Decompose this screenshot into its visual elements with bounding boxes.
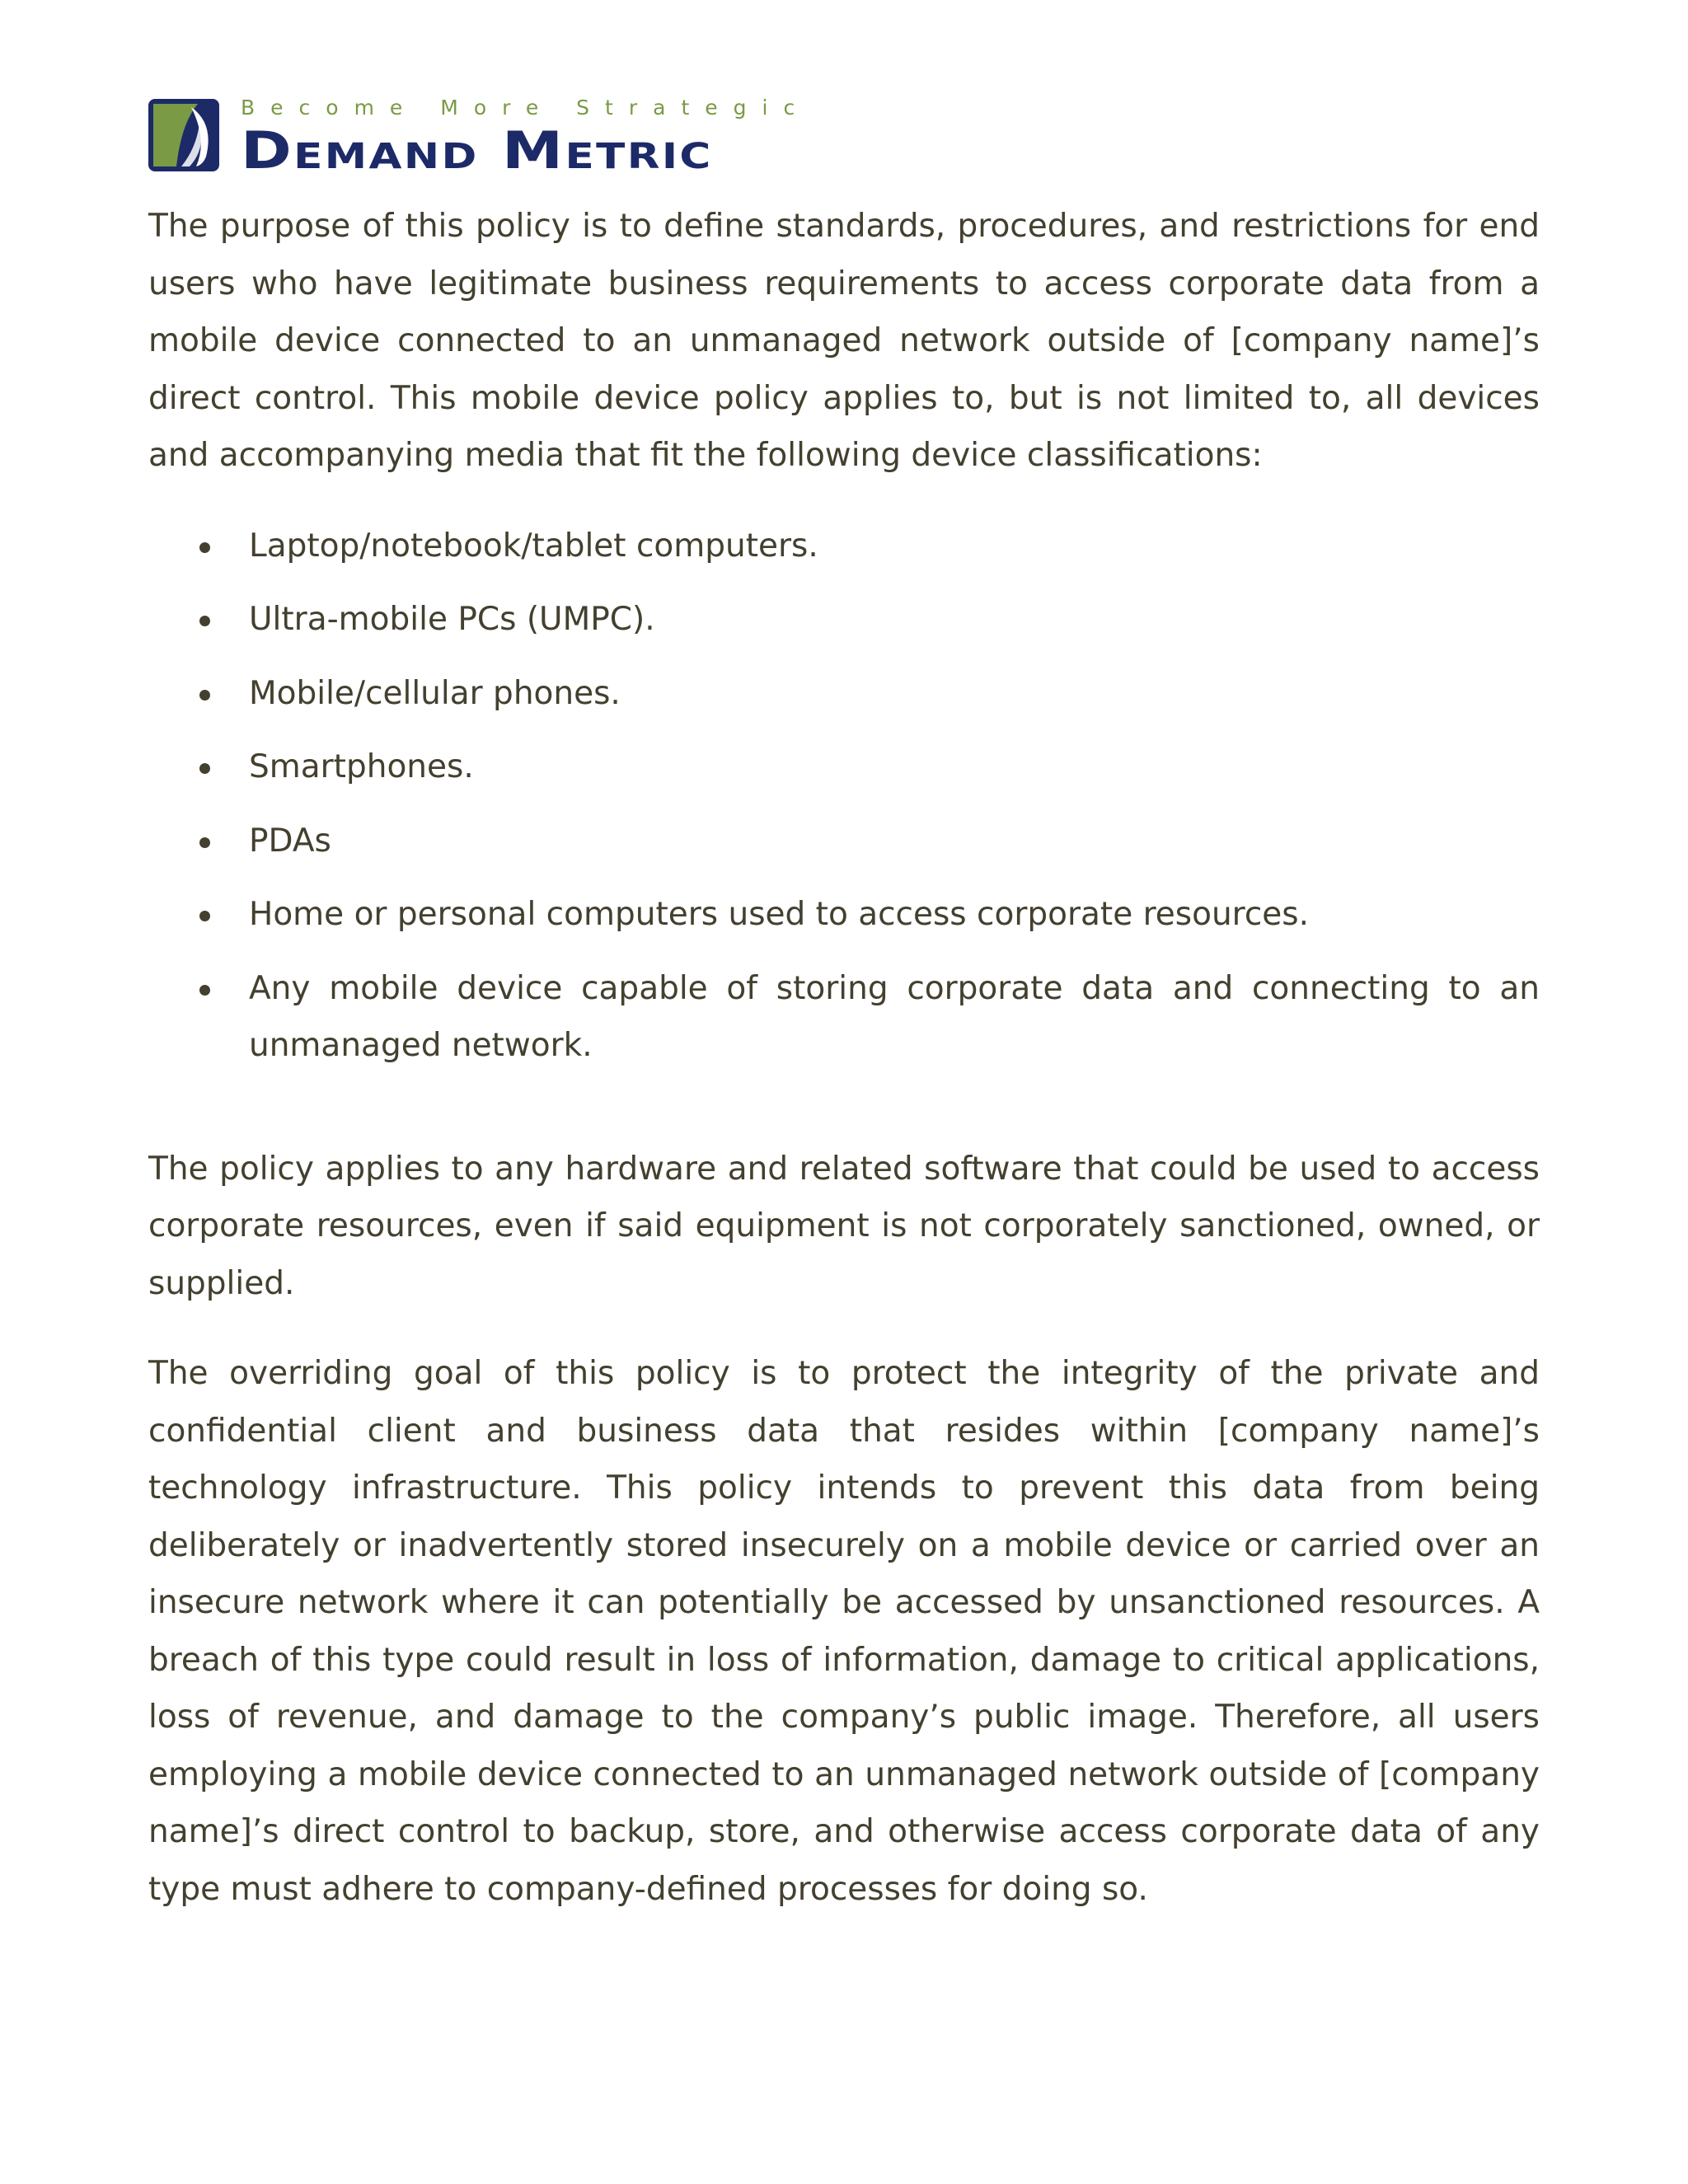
list-item	[148, 738, 1540, 796]
bullet-icon	[199, 542, 210, 553]
bullet-icon	[199, 763, 210, 774]
bullet-icon	[199, 985, 210, 996]
demand-metric-logo-icon	[148, 99, 219, 171]
list-item-text: Home or personal computers used to access corporate resources.	[249, 896, 1309, 933]
list-item-text: PDAs	[249, 822, 331, 860]
list-item	[148, 813, 1540, 870]
bullet-icon	[199, 616, 210, 626]
scope-paragraph: The policy applies to any hardware and related software that could be used to access corporate resources, even if said equipment is not corporately sanctioned, owned, or supplied.	[148, 1150, 1540, 1302]
list-item	[148, 665, 1540, 723]
list-item-text: Laptop/notebook/tablet computers.	[249, 527, 818, 565]
list-item-text: Any mobile device capable of storing corporate data and connecting to an unmanaged network.	[249, 969, 1540, 1064]
logo-name: Demand Metric	[241, 120, 713, 180]
bullet-icon	[199, 911, 210, 921]
list-item	[148, 960, 1540, 1075]
document-body	[148, 198, 1540, 1918]
list-item-text: Smartphones.	[249, 748, 474, 785]
list-item	[148, 886, 1540, 944]
list-item	[148, 591, 1540, 649]
logo-tagline: Become More Strategic	[241, 96, 811, 120]
device-classification-list	[148, 518, 1540, 1075]
goal-paragraph: The overriding goal of this policy is to protect the integrity of the private and confidential client and business data that resides within [company name]’s technology infrastructure. This policy intends to prevent this data from being deliberately or inadvertently stored insecurely on a mobile device or carried over an insecure network where it can potentially be accessed by unsanctioned resources. A breach of this type could result in loss of information, damage to critical applications, loss of revenue, and damage to the company’s public image. Therefore, all users employing a mobile device connected to an unmanaged network outside of [company name]’s direct control to backup, store, and otherwise access corporate data of any type must adhere to company-defined processes for doing so.	[148, 1355, 1540, 1908]
bullet-icon	[199, 837, 210, 848]
list-item-text: Mobile/cellular phones.	[249, 674, 621, 712]
list-item	[148, 518, 1540, 575]
company-logo	[148, 92, 811, 180]
intro-paragraph: The purpose of this policy is to define standards, procedures, and restrictions for end users who have legitimate business requirements to access corporate data from a mobile device connected to an unmanaged network outside of [company name]’s direct control. This mobile device policy applies to, but is not limited to, all devices and accompanying media that fit the following device classifications:	[148, 208, 1540, 474]
bullet-icon	[199, 690, 210, 701]
list-item-text: Ultra-mobile PCs (UMPC).	[249, 601, 655, 638]
